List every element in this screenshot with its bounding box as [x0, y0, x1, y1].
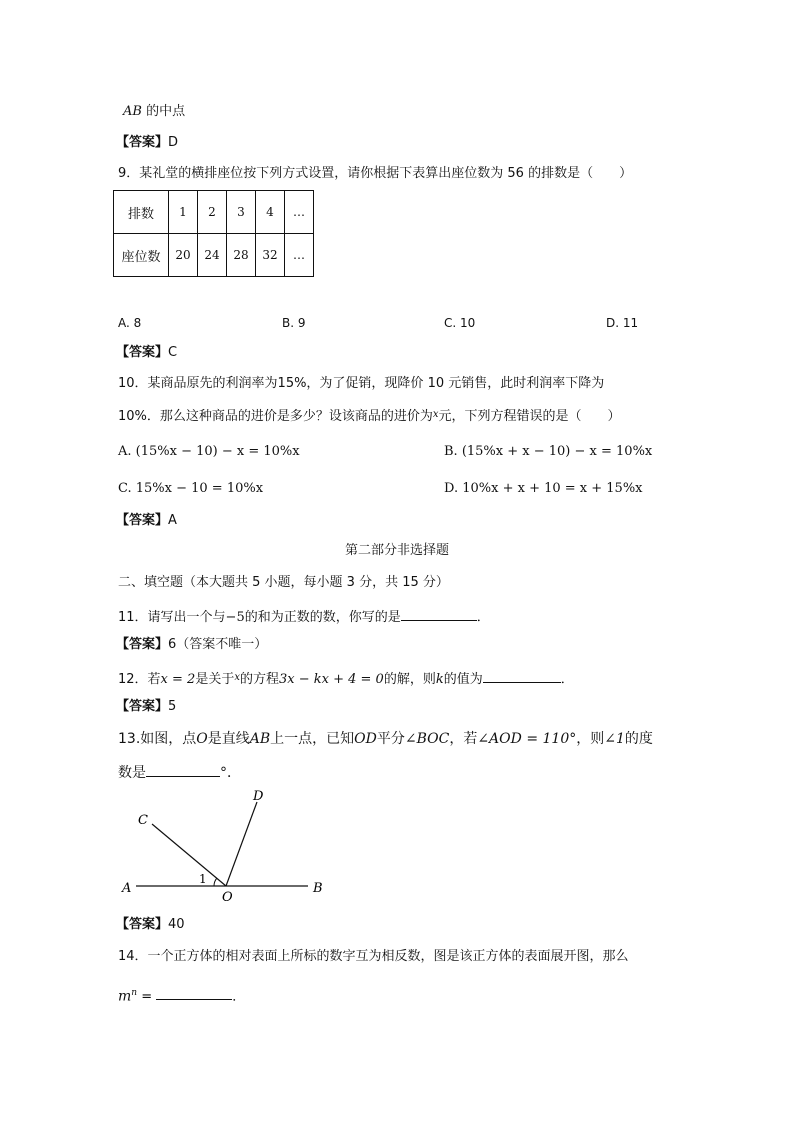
table-cell: 4 — [256, 191, 285, 234]
answer-label: 【答案】 — [116, 135, 169, 150]
q13-blank — [146, 762, 220, 777]
q13-text-d: 平分 — [376, 731, 405, 747]
top-fragment-math: AB — [123, 104, 142, 119]
q11-answer — [116, 636, 267, 654]
q12-end: ． — [560, 672, 574, 687]
q10-option-a: A. (15%x − 10) − x = 10%x — [118, 444, 300, 459]
q11-end: ． — [476, 610, 490, 625]
q14-end: ． — [232, 989, 246, 1005]
answer-label: 【答案】 — [116, 637, 169, 652]
table-cell-header: 座位数 — [114, 234, 169, 277]
section-title: 第二部分非选择题 — [344, 543, 449, 558]
seat-table — [113, 190, 314, 277]
q12-blank — [483, 668, 561, 683]
q10-var: x — [432, 409, 439, 420]
q9-option-a: A. 8 — [118, 316, 142, 330]
ray-od — [226, 802, 257, 886]
q13-m1: O — [196, 731, 208, 747]
q10-line2 — [118, 406, 621, 426]
q14-m: m — [118, 988, 132, 1005]
q14-blank — [156, 985, 232, 1000]
table-row — [114, 191, 314, 234]
answer-label: 【答案】 — [116, 699, 169, 714]
q10-option-c: C. 15%x − 10 = 10%x — [118, 481, 264, 496]
q14-eq: = — [137, 989, 157, 1005]
answer-label: 【答案】 — [116, 513, 169, 528]
top-fragment-text: 的中点 — [146, 104, 186, 119]
label-o: O — [222, 890, 233, 904]
q9-answer — [116, 344, 177, 362]
q10-line2-b: 元，下列方程错误的是（ ） — [438, 409, 621, 424]
q11-text — [118, 606, 490, 627]
q10-answer — [116, 512, 177, 530]
q13-m4: ∠BOC — [404, 731, 450, 747]
q9-option-d: D. 11 — [606, 316, 639, 330]
table-cell: 3 — [227, 191, 256, 234]
answer-label: 【答案】 — [116, 345, 169, 360]
top-fragment — [123, 103, 185, 121]
table-cell: 20 — [169, 234, 198, 277]
table-cell: 2 — [198, 191, 227, 234]
q13-m6: ∠1 — [604, 731, 625, 747]
q12-text-e: 的值为 — [443, 672, 483, 687]
table-cell: 32 — [256, 234, 285, 277]
q10-line2-a: 10%．那么这种商品的进价是多少？设该商品的进价为 — [118, 409, 433, 424]
section-heading: 二、填空题（本大题共 5 小题，每小题 3 分，共 15 分） — [118, 575, 449, 590]
q13-text-c: 上一点，已知 — [270, 731, 355, 747]
q13-line2 — [118, 762, 241, 782]
q12-text-a: 12．若 — [118, 672, 161, 687]
q13-m3: OD — [354, 731, 377, 747]
q11-text-b: 的和为正数的数，你写的是 — [244, 610, 401, 625]
q12-answer — [116, 698, 176, 716]
q13-text-e: ，若 — [449, 731, 478, 747]
table-row — [114, 234, 314, 277]
q12-math3: 3x − kx + 4 = 0 — [278, 672, 384, 687]
answer-value: 5 — [168, 699, 177, 714]
q13-text-a: 13.如图，点 — [118, 731, 197, 747]
q9-text: 9．某礼堂的横排座位按下列方式设置，请你根据下表算出座位数为 56 的排数是（ ） — [118, 166, 633, 181]
q14-line1: 14．一个正方体的相对表面上所标的数字互为相反数，图是该正方体的表面展开图，那么 — [118, 949, 629, 964]
label-d: D — [253, 789, 264, 804]
q12-math1: x = 2 — [160, 672, 196, 687]
q12-math2: x — [234, 672, 240, 683]
q9-option-b: B. 9 — [282, 316, 306, 330]
q13-m2: AB — [249, 731, 271, 747]
table-cell: … — [285, 191, 314, 234]
answer-value: 6（答案不唯一） — [168, 637, 268, 652]
q10-option-d: D. 10%x + x + 10 = x + 15%x — [444, 481, 643, 496]
table-cell: … — [285, 234, 314, 277]
label-angle-1: 1 — [199, 872, 207, 886]
answer-value: A — [168, 513, 177, 528]
q9-option-c: C. 10 — [444, 316, 476, 330]
q13-answer — [116, 916, 185, 934]
q14-line2 — [118, 984, 245, 1006]
q10-option-b: B. (15%x + x − 10) − x = 10%x — [444, 444, 653, 459]
q11-math: −5 — [225, 610, 245, 625]
q12-math4: k — [435, 672, 444, 687]
answer-label: 【答案】 — [116, 917, 169, 932]
q13-line2-text: 数是 — [118, 765, 146, 781]
ray-oc — [152, 824, 226, 886]
label-a: A — [122, 881, 132, 896]
angle-1-arc — [214, 878, 217, 886]
answer-value: D — [168, 135, 179, 150]
q13-text-b: 是直线 — [207, 731, 250, 747]
q10-line1: 10．某商品原先的利润率为15%，为了促销，现降价 10 元销售，此时利润率下降为 — [118, 376, 605, 391]
label-b: B — [313, 881, 323, 896]
q12-text-d: 的解，则 — [383, 672, 436, 687]
q13-text-f: ，则 — [576, 731, 605, 747]
q11-blank — [401, 606, 477, 621]
q14-n: n — [131, 988, 138, 998]
q12-text-c: 的方程 — [239, 672, 279, 687]
q12-text — [118, 668, 574, 689]
table-cell: 1 — [169, 191, 198, 234]
table-cell-header: 排数 — [114, 191, 169, 234]
label-c: C — [138, 813, 148, 828]
answer-value: C — [168, 345, 178, 360]
table-cell: 28 — [227, 234, 256, 277]
angle-figure — [118, 784, 338, 904]
q8-answer — [116, 134, 178, 152]
q13-text-g: 的度 — [624, 731, 653, 747]
q11-text-a: 11．请写出一个与 — [118, 610, 226, 625]
table-cell: 24 — [198, 234, 227, 277]
q13-line1 — [118, 730, 653, 748]
answer-value: 40 — [168, 917, 185, 932]
q13-line2-end: °． — [220, 765, 241, 781]
q12-text-b: 是关于 — [195, 672, 235, 687]
q13-m5: ∠AOD = 110° — [477, 731, 577, 747]
